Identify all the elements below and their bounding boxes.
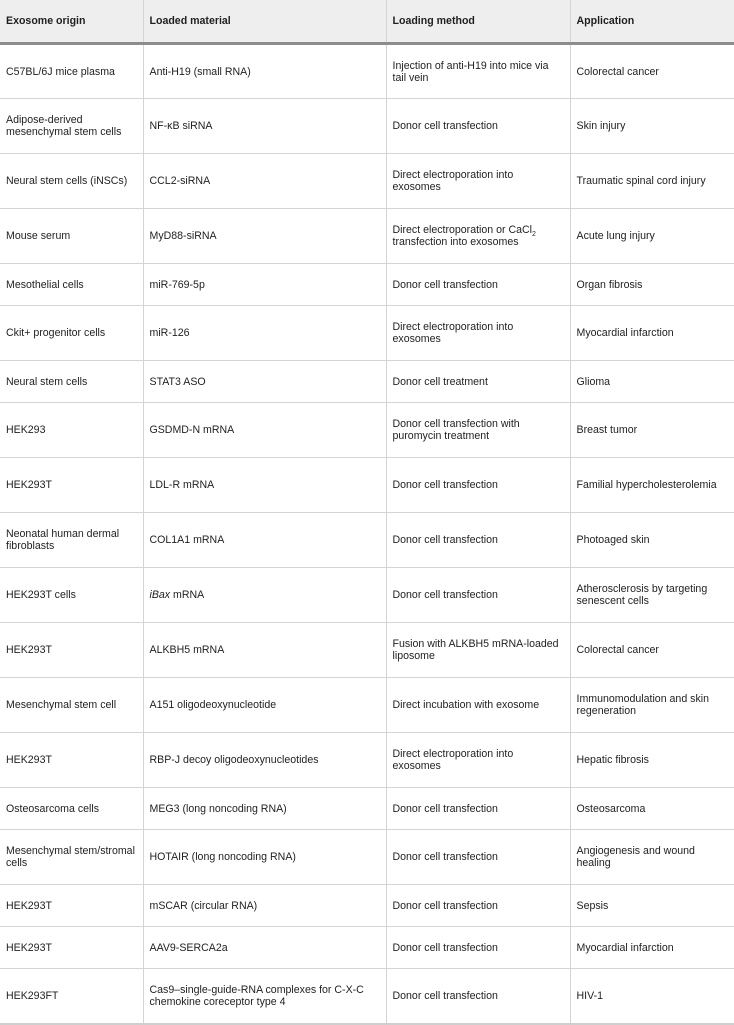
cell-material: AAV9-SERCA2a — [143, 927, 386, 969]
table-row — [0, 306, 734, 361]
cell-origin: Neural stem cells — [0, 361, 143, 403]
table-row — [0, 830, 734, 885]
table-row — [0, 568, 734, 623]
cell-method: Donor cell treatment — [386, 361, 570, 403]
cell-method: Direct incubation with exosome — [386, 678, 570, 733]
cell-application: Traumatic spinal cord injury — [570, 154, 734, 209]
cell-material: A151 oligodeoxynucleotide — [143, 678, 386, 733]
cell-origin: Mesenchymal stem cell — [0, 678, 143, 733]
table-row — [0, 264, 734, 306]
cell-material: miR-126 — [143, 306, 386, 361]
cell-material: COL1A1 mRNA — [143, 513, 386, 568]
cell-application: Photoaged skin — [570, 513, 734, 568]
cell-method: Donor cell transfection — [386, 885, 570, 927]
cell-origin: C57BL/6J mice plasma — [0, 44, 143, 99]
table-row — [0, 733, 734, 788]
cell-material: CCL2-siRNA — [143, 154, 386, 209]
cell-origin: HEK293T — [0, 458, 143, 513]
method-subscript-text: Direct electroporation or CaCl$_2$ transfection into exosomes — [392, 224, 536, 248]
cell-application: Myocardial infarction — [570, 927, 734, 969]
table-row — [0, 44, 734, 99]
table-row — [0, 458, 734, 513]
cell-application: Skin injury — [570, 99, 734, 154]
cell-material: GSDMD-N mRNA — [143, 403, 386, 458]
cell-material: miR-769-5p — [143, 264, 386, 306]
cell-origin: Mesothelial cells — [0, 264, 143, 306]
cell-origin: Adipose-derived mesenchymal stem cells — [0, 99, 143, 154]
cell-material: MyD88-siRNA — [143, 209, 386, 264]
cell-application: Colorectal cancer — [570, 623, 734, 678]
cell-application: Glioma — [570, 361, 734, 403]
cell-method: Donor cell transfection — [386, 99, 570, 154]
cell-application: Colorectal cancer — [570, 44, 734, 99]
table-row — [0, 99, 734, 154]
table-row — [0, 969, 734, 1024]
table-row — [0, 927, 734, 969]
header-loading-method: Loading method — [386, 0, 570, 44]
cell-origin: Mesenchymal stem/stromal cells — [0, 830, 143, 885]
cell-origin: Osteosarcoma cells — [0, 788, 143, 830]
cell-application: Organ fibrosis — [570, 264, 734, 306]
table-row — [0, 623, 734, 678]
cell-origin: HEK293T cells — [0, 568, 143, 623]
cell-method: Injection of anti-H19 into mice via tail vein — [386, 44, 570, 99]
header-row — [0, 0, 734, 44]
cell-material: mSCAR (circular RNA) — [143, 885, 386, 927]
cell-application: Angiogenesis and wound healing — [570, 830, 734, 885]
cell-application: Myocardial infarction — [570, 306, 734, 361]
header-exosome-origin: Exosome origin — [0, 0, 143, 44]
cell-material: Cas9–single-guide-RNA complexes for C-X-C chemokine coreceptor type 4 — [143, 969, 386, 1024]
header-application: Application — [570, 0, 734, 44]
table-row — [0, 154, 734, 209]
table-row — [0, 678, 734, 733]
table-row — [0, 209, 734, 264]
table-row — [0, 513, 734, 568]
cell-method: Donor cell transfection with puromycin treatment — [386, 403, 570, 458]
cell-method: Direct electroporation into exosomes — [386, 154, 570, 209]
cell-application: Breast tumor — [570, 403, 734, 458]
table-row — [0, 403, 734, 458]
cell-application: Sepsis — [570, 885, 734, 927]
cell-material: HOTAIR (long noncoding RNA) — [143, 830, 386, 885]
cell-material: Anti-H19 (small RNA) — [143, 44, 386, 99]
cell-method: Donor cell transfection — [386, 788, 570, 830]
cell-material: MEG3 (long noncoding RNA) — [143, 788, 386, 830]
cell-origin: Neonatal human dermal fibroblasts — [0, 513, 143, 568]
cell-method: Fusion with ALKBH5 mRNA-loaded liposome — [386, 623, 570, 678]
cell-application: Hepatic fibrosis — [570, 733, 734, 788]
cell-application: HIV-1 — [570, 969, 734, 1024]
cell-origin: Ckit+ progenitor cells — [0, 306, 143, 361]
material-italic-prefix-text: iBax mRNA — [149, 589, 205, 601]
cell-application: Acute lung injury — [570, 209, 734, 264]
cell-material — [143, 568, 386, 623]
cell-origin: HEK293FT — [0, 969, 143, 1024]
cell-method: Donor cell transfection — [386, 969, 570, 1024]
cell-origin: Neural stem cells (iNSCs) — [0, 154, 143, 209]
cell-origin: Mouse serum — [0, 209, 143, 264]
cell-method — [386, 209, 570, 264]
cell-material: RBP-J decoy oligodeoxynucleotides — [143, 733, 386, 788]
cell-application: Immunomodulation and skin regeneration — [570, 678, 734, 733]
cell-material: NF-κB siRNA — [143, 99, 386, 154]
cell-origin: HEK293T — [0, 733, 143, 788]
table-row — [0, 788, 734, 830]
cell-origin: HEK293T — [0, 927, 143, 969]
cell-method: Donor cell transfection — [386, 830, 570, 885]
table-row — [0, 361, 734, 403]
cell-method: Donor cell transfection — [386, 927, 570, 969]
cell-method: Donor cell transfection — [386, 264, 570, 306]
cell-material: STAT3 ASO — [143, 361, 386, 403]
cell-method: Donor cell transfection — [386, 458, 570, 513]
cell-method: Donor cell transfection — [386, 513, 570, 568]
cell-method: Direct electroporation into exosomes — [386, 306, 570, 361]
header-loaded-material: Loaded material — [143, 0, 386, 44]
cell-method: Donor cell transfection — [386, 568, 570, 623]
cell-method: Direct electroporation into exosomes — [386, 733, 570, 788]
cell-material: ALKBH5 mRNA — [143, 623, 386, 678]
cell-origin: HEK293 — [0, 403, 143, 458]
cell-origin: HEK293T — [0, 623, 143, 678]
table-row — [0, 885, 734, 927]
cell-application: Atherosclerosis by targeting senescent cells — [570, 568, 734, 623]
cell-application: Familial hypercholesterolemia — [570, 458, 734, 513]
cell-material: LDL-R mRNA — [143, 458, 386, 513]
cell-origin: HEK293T — [0, 885, 143, 927]
cell-application: Osteosarcoma — [570, 788, 734, 830]
